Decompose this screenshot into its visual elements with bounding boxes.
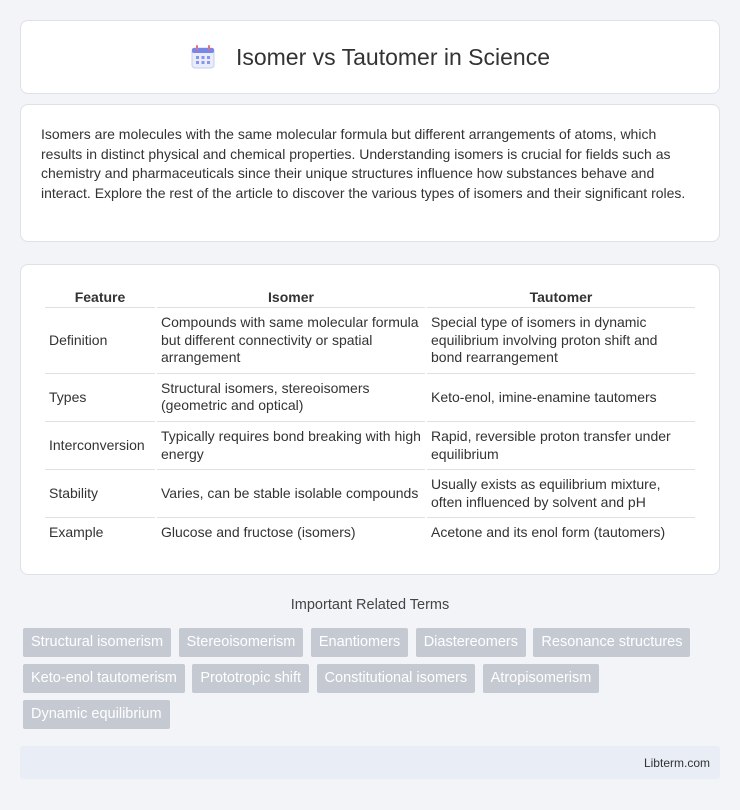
tag-enantiomers[interactable]: Enantiomers [311, 628, 408, 657]
calendar-grid-icon [190, 44, 216, 70]
feature-cell: Stability [45, 470, 155, 518]
tag-resonance-structures[interactable]: Resonance structures [533, 628, 690, 657]
isomer-cell: Compounds with same molecular formula but different connectivity or spatial arrangement [157, 308, 425, 374]
comparison-card [20, 264, 720, 575]
tautomer-cell: Rapid, reversible proton transfer under equilibrium [427, 422, 695, 470]
intro-text: Isomers are molecules with the same molecular formula but different arrangements of atoms, which results in distinct physical and chemical properties. Understanding isomers is crucial for fields such as chemistry and pharmaceuticals since their unique structures influence how substances behave and interact. Explore the rest of the article to discover the various types of isomers and their significant roles. [41, 126, 686, 201]
table-row [45, 470, 695, 518]
isomer-cell: Varies, can be stable isolable compounds [157, 470, 425, 518]
page-title: Isomer vs Tautomer in Science [235, 43, 551, 70]
table-header-row [45, 285, 695, 308]
tautomer-cell: Keto-enol, imine-enamine tautomers [427, 374, 695, 422]
isomer-cell: Glucose and fructose (isomers) [161, 524, 356, 541]
tautomer-cell: Acetone and its enol form (tautomers) [431, 524, 666, 541]
tag-atropisomerism[interactable]: Atropisomerism [483, 664, 600, 693]
footer [20, 746, 720, 779]
feature-cell: Definition [45, 308, 155, 374]
table-row [45, 374, 695, 422]
header-card [20, 20, 720, 94]
column-header-tautomer: Tautomer [427, 285, 695, 308]
tag-diastereomers[interactable]: Diastereomers [416, 628, 526, 657]
tag-structural-isomerism[interactable]: Structural isomerism [23, 628, 171, 657]
feature-cell: Types [45, 374, 155, 422]
tautomer-cell: Special type of isomers in dynamic equilibrium involving proton shift and bond rearrangement [427, 308, 695, 374]
related-terms-title: Important Related Terms [290, 597, 450, 613]
footer-site-link[interactable]: Libterm.com [643, 756, 710, 770]
table-row [45, 308, 695, 374]
table-row [45, 518, 695, 548]
column-header-isomer: Isomer [157, 285, 425, 308]
isomer-cell: Structural isomers, stereoisomers (geometric and optical) [157, 374, 425, 422]
table-row [45, 422, 695, 470]
comparison-table [43, 285, 697, 548]
tautomer-cell: Usually exists as equilibrium mixture, often influenced by solvent and pH [427, 470, 695, 518]
feature-cell: Interconversion [45, 422, 155, 470]
column-header-feature: Feature [45, 285, 155, 308]
tag-constitutional-isomers[interactable]: Constitutional isomers [317, 664, 476, 693]
feature-cell: Example [49, 524, 104, 541]
tag-dynamic-equilibrium[interactable]: Dynamic equilibrium [23, 700, 170, 729]
intro-card [20, 104, 720, 242]
related-terms-list [23, 628, 723, 736]
tag-prototropic-shift[interactable]: Prototropic shift [192, 664, 309, 693]
tag-keto-enol-tautomerism[interactable]: Keto-enol tautomerism [23, 664, 185, 693]
isomer-cell: Typically requires bond breaking with high energy [157, 422, 425, 470]
tag-stereoisomerism[interactable]: Stereoisomerism [179, 628, 304, 657]
